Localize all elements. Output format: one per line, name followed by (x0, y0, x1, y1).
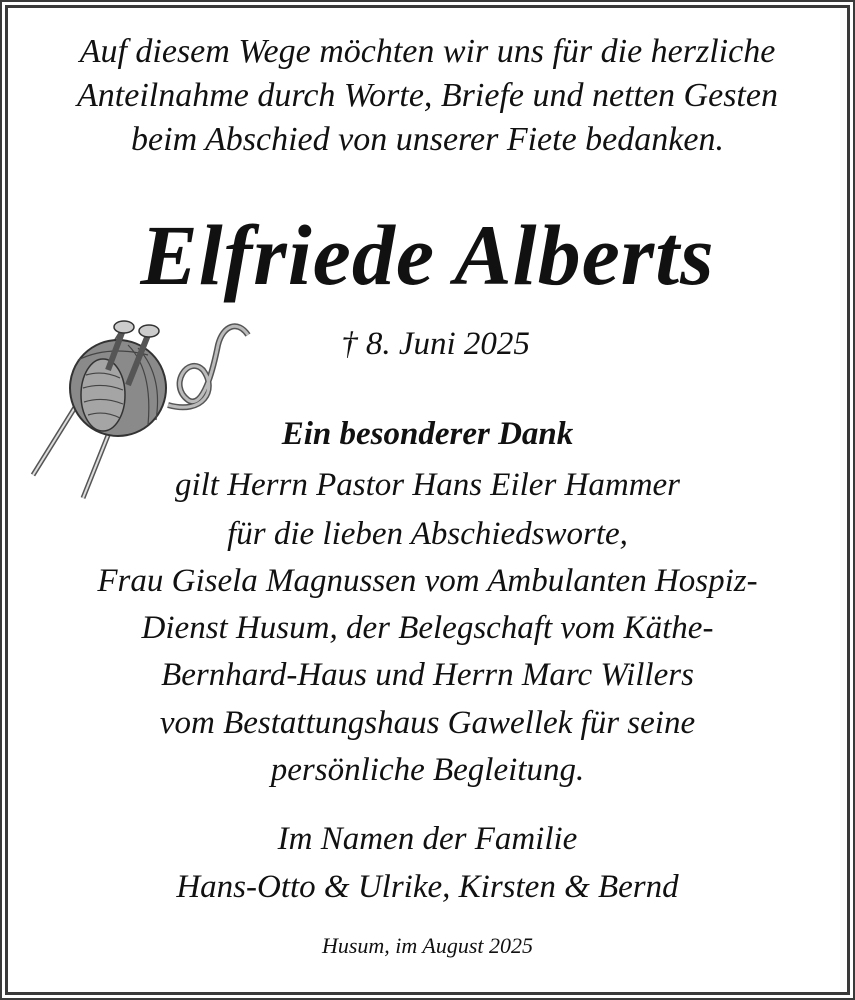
signature-line-2: Hans-Otto & Ulrike, Kirsten & Bernd (176, 869, 679, 905)
thanks-line-6: vom Bestattungshaus Gawellek für seine (159, 705, 696, 741)
thanks-line-7: persönliche Begleitung. (270, 752, 585, 788)
place-date: Husum, im August 2025 (321, 933, 534, 958)
thanks-heading: Ein besonderer Dank (281, 416, 574, 452)
thanks-line-2: für die lieben Abschiedsworte, (227, 516, 628, 552)
intro-line-3: beim Abschied von unserer Fiete bedanken. (131, 121, 724, 158)
thanks-line-4: Dienst Husum, der Belegschaft vom Käthe- (141, 610, 714, 646)
intro-line-2: Anteilnahme durch Worte, Briefe und netten Gesten (77, 77, 778, 114)
intro-line-1: Auf diesem Wege möchten wir uns für die herzliche (79, 33, 776, 70)
deceased-name: Elfriede Alberts (140, 207, 715, 303)
thanks-line-5: Bernhard-Haus und Herrn Marc Willers (161, 657, 694, 693)
death-date: † 8. Juni 2025 (341, 326, 530, 362)
thanks-line-1: gilt Herrn Pastor Hans Eiler Hammer (174, 467, 681, 503)
thanks-line-3: Frau Gisela Magnussen vom Ambulanten Hospiz- (97, 563, 758, 599)
signature-line-1: Im Namen der Familie (277, 821, 578, 857)
